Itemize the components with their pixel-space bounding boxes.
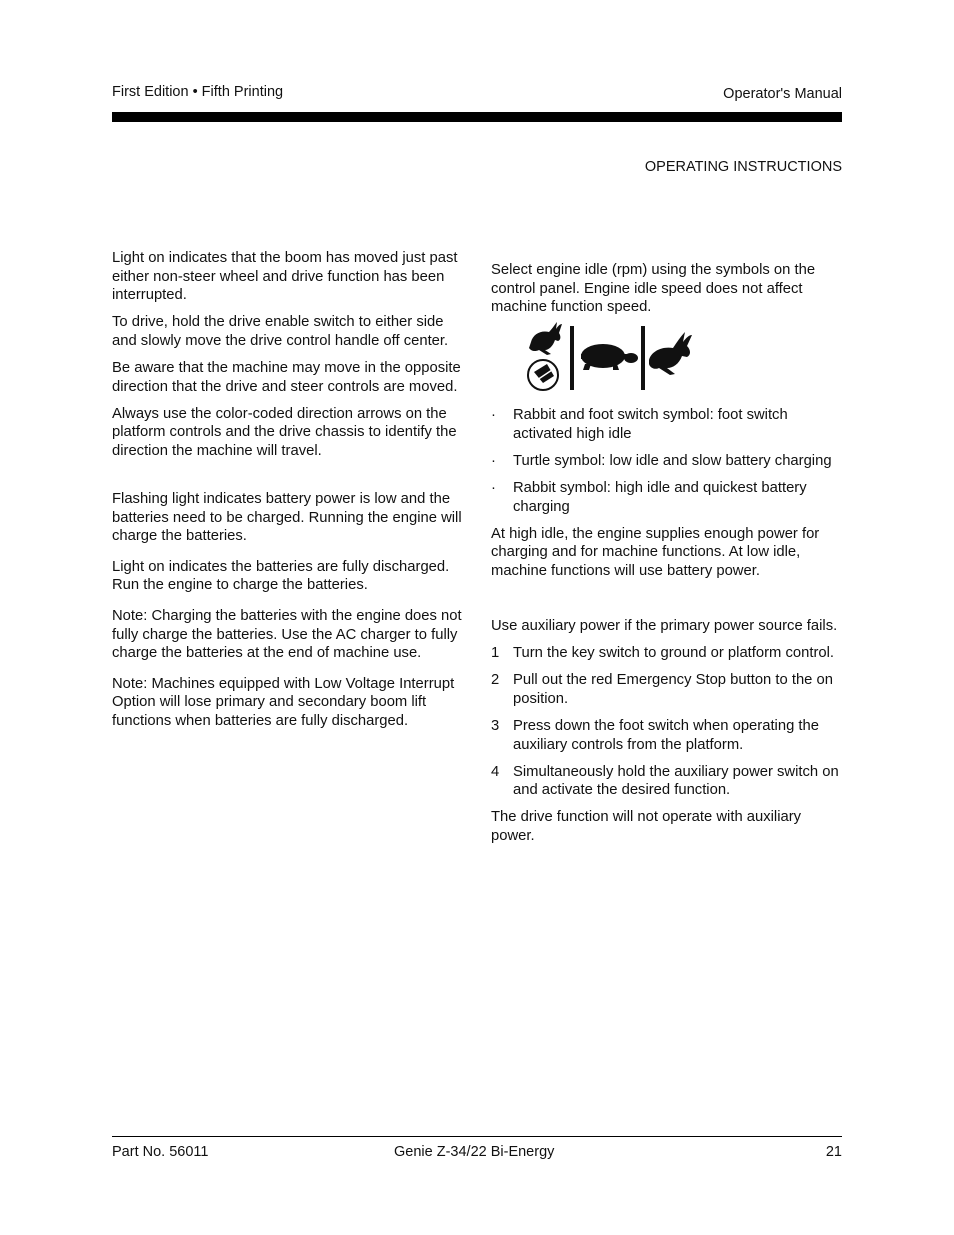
step-number: 2 (491, 672, 500, 689)
paragraph: Use auxiliary power if the primary power source fails. (491, 618, 838, 635)
list-item (491, 479, 841, 516)
paragraph: Be aware that the machine may move in the opposite direction that the drive and steer controls are moved. (112, 359, 461, 395)
part-number: Part No. 56011 (112, 1144, 209, 1160)
list-item-text: Press down the foot switch when operating the auxiliary controls from the platform. (513, 717, 819, 753)
divider-bar (570, 326, 574, 390)
paragraph: The drive function will not operate with auxiliary power. (491, 809, 802, 844)
list-item (491, 671, 841, 708)
model-name: Genie Z-34/22 Bi-Energy (394, 1144, 555, 1160)
left-column (112, 249, 464, 739)
paragraph: To drive, hold the drive enable switch to either side and slowly move the drive control handle off center. (112, 314, 449, 349)
list-item-text: Turn the key switch to ground or platform control. (513, 645, 835, 662)
list-item (491, 452, 841, 471)
bullet-marker: · (491, 407, 496, 424)
footer-rule (112, 1136, 842, 1137)
divider-bar (641, 326, 645, 390)
list-item-text: Pull out the red Emergency Stop button to the on position. (513, 672, 833, 707)
list-item-text: Simultaneously hold the auxiliary power switch on and activate the desired function. (513, 763, 839, 799)
bullet-marker: · (491, 480, 496, 497)
paragraph: At high idle, the engine supplies enough power for charging and for machine functions. At low idle, machine functions will use battery power. (491, 525, 820, 579)
idle-symbols-panel (525, 320, 705, 392)
list-item (491, 406, 841, 443)
paragraph: Select engine idle (rpm) using the symbols on the control panel. Engine idle speed does not affect machine function speed. (491, 262, 816, 316)
paragraph: Flashing light indicates battery power is low and the batteries need to be charged. Running the engine will charge the batteries. (112, 490, 462, 545)
rabbit-icon (649, 332, 692, 375)
rabbit-foot-switch-icon (528, 322, 562, 390)
list-item (491, 644, 841, 663)
list-item-text: Rabbit symbol: high idle and quickest battery charging (513, 480, 807, 515)
list-item-text: Turtle symbol: low idle and slow battery charging (513, 452, 832, 469)
list-item (491, 763, 841, 800)
step-number: 4 (491, 763, 500, 780)
edition-label: First Edition • Fifth Printing (112, 84, 284, 100)
paragraph: Note: Machines equipped with Low Voltage Interrupt Option will lose primary and secondary boom lift functions when batteries are fully discharged. (112, 675, 455, 729)
list-item-text: Rabbit and foot switch symbol: foot switch activated high idle (513, 407, 788, 442)
step-number: 3 (491, 717, 500, 734)
list-item (491, 717, 841, 754)
paragraph: Note: Charging the batteries with the engine does not fully charge the batteries. Use the AC charger to fully charge the batteries at the end of machine use. (112, 607, 462, 662)
bullet-marker: · (491, 452, 496, 469)
paragraph: Light on indicates that the boom has moved just past either non-steer wheel and drive function has been interrupted. (112, 250, 458, 304)
section-title: OPERATING INSTRUCTIONS (644, 159, 842, 175)
page-number: 21 (825, 1144, 842, 1160)
turtle-icon (581, 344, 638, 370)
paragraph: Always use the color-coded direction arrows on the platform controls and the drive chassis to identify the direction the machine will travel. (112, 405, 457, 459)
step-number: 1 (491, 645, 500, 662)
manual-title: Operator's Manual (723, 86, 842, 102)
paragraph: Light on indicates the batteries are fully discharged. Run the engine to charge the batteries. (112, 558, 450, 594)
header-rule (112, 112, 842, 122)
